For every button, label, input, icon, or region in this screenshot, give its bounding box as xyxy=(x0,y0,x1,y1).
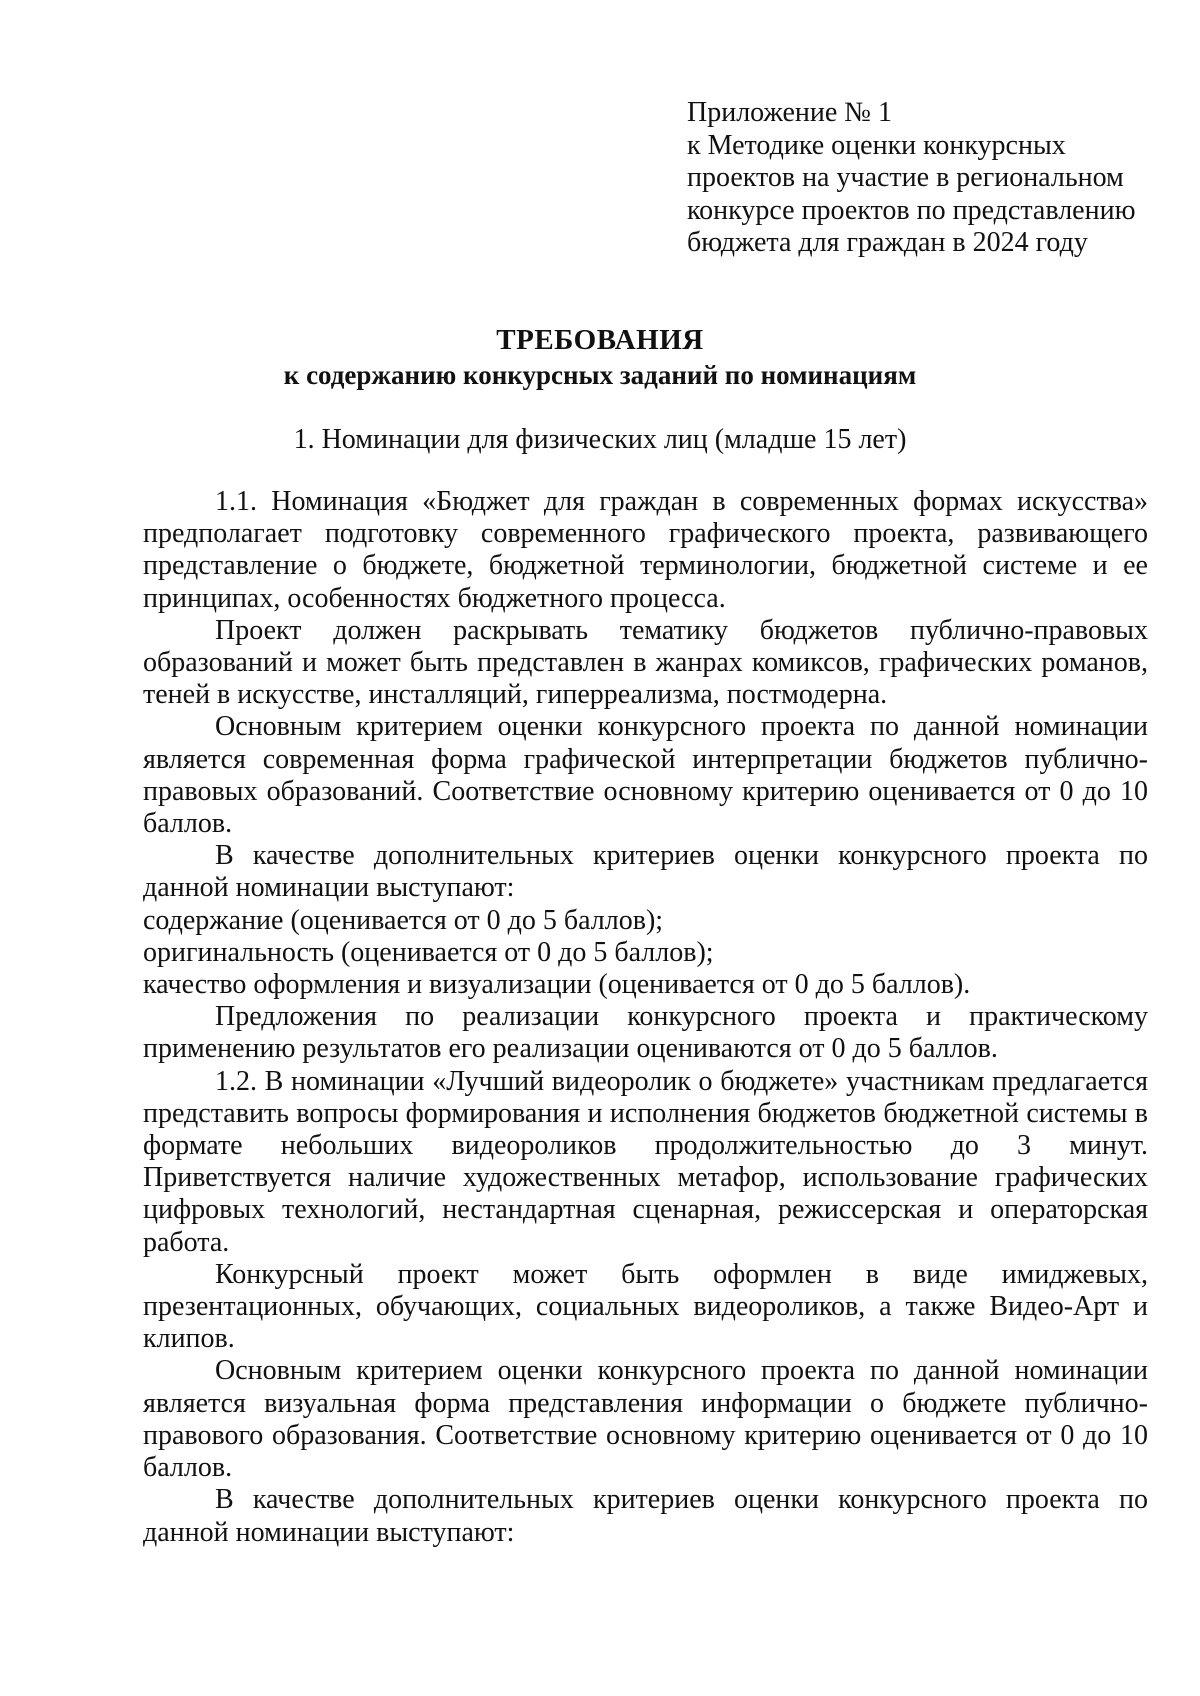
criterion-design-quality: качество оформления и визуализации (оценивается от 0 до 5 баллов). xyxy=(143,969,971,1001)
criterion-originality: оригинальность (оценивается от 0 до 5 баллов); xyxy=(143,936,714,968)
document-title: ТРЕБОВАНИЯ xyxy=(496,324,704,356)
section-heading: 1. Номинации для физических лиц (младше 15 лет) xyxy=(293,424,907,455)
appendix-line: бюджета для граждан в 2024 году xyxy=(687,227,1088,258)
paragraph-main-criterion-video: Основным критерием оценки конкурсного проекта по данной номинации является визуальная форма представления информации о бюджете публично-правового образования. Соответствие основному критерию оценивается от 0 до 10 баллов. xyxy=(143,1355,1148,1484)
paragraph-main-criterion: Основным критерием оценки конкурсного проекта по данной номинации является современная форма графической интерпретации бюджетов публично-правовых образований. Соответствие основному критерию оценивается от 0 до 10 баллов. xyxy=(143,711,1148,840)
paragraph-implementation-proposals: Предложения по реализации конкурсного проекта и практическому применению результатов его реализации оцениваются от 0 до 5 баллов. xyxy=(143,1001,1148,1065)
appendix-line: проектов на участие в региональном xyxy=(687,162,1124,193)
paragraph-nomination-1-1: 1.1. Номинация «Бюджет для граждан в современных формах искусства» предполагает подготовку современного графического проекта, развивающего представление о бюджете, бюджетной терминологии, бюджетной системе и ее принципах, особенностях бюджетного процесса. xyxy=(143,486,1148,614)
appendix-line: конкурсе проектов по представлению xyxy=(687,194,1136,226)
criterion-content: содержание (оценивается от 0 до 5 баллов); xyxy=(143,904,664,936)
paragraph-video-formats: Конкурсный проект может быть оформлен в виде имиджевых, презентационных, обучающих, социальных видеороликов, а также Видео-Арт и клипов. xyxy=(143,1258,1148,1355)
paragraph-additional-criteria-video: В качестве дополнительных критериев оценки конкурсного проекта по данной номинации выступают: xyxy=(143,1484,1148,1548)
document-subtitle: к содержанию конкурсных заданий по номинациям xyxy=(283,360,917,390)
paragraph-project-genres: Проект должен раскрывать тематику бюджетов публично-правовых образований и может быть представлен в жанрах комиксов, графических романов, теней в искусстве, инсталляций, гиперреализма, постмодерна. xyxy=(143,614,1148,711)
paragraph-nomination-1-2: 1.2. В номинации «Лучший видеоролик о бюджете» участникам предлагается представить вопросы формирования и исполнения бюджетов бюджетной системы в формате небольших видеороликов продолжительностью до 3 минут. Приветствуется наличие художественных метафор, использование графических цифровых технологий, нестандартная сценарная, режиссерская и операторская работа. xyxy=(143,1065,1148,1258)
paragraph-additional-criteria: В качестве дополнительных критериев оценки конкурсного проекта по данной номинации выступают: xyxy=(143,840,1148,904)
appendix-line: Приложение № 1 xyxy=(687,97,892,128)
document-body xyxy=(143,486,1148,1549)
appendix-reference xyxy=(687,97,1167,260)
appendix-line: к Методике оценки конкурсных xyxy=(687,129,1066,161)
